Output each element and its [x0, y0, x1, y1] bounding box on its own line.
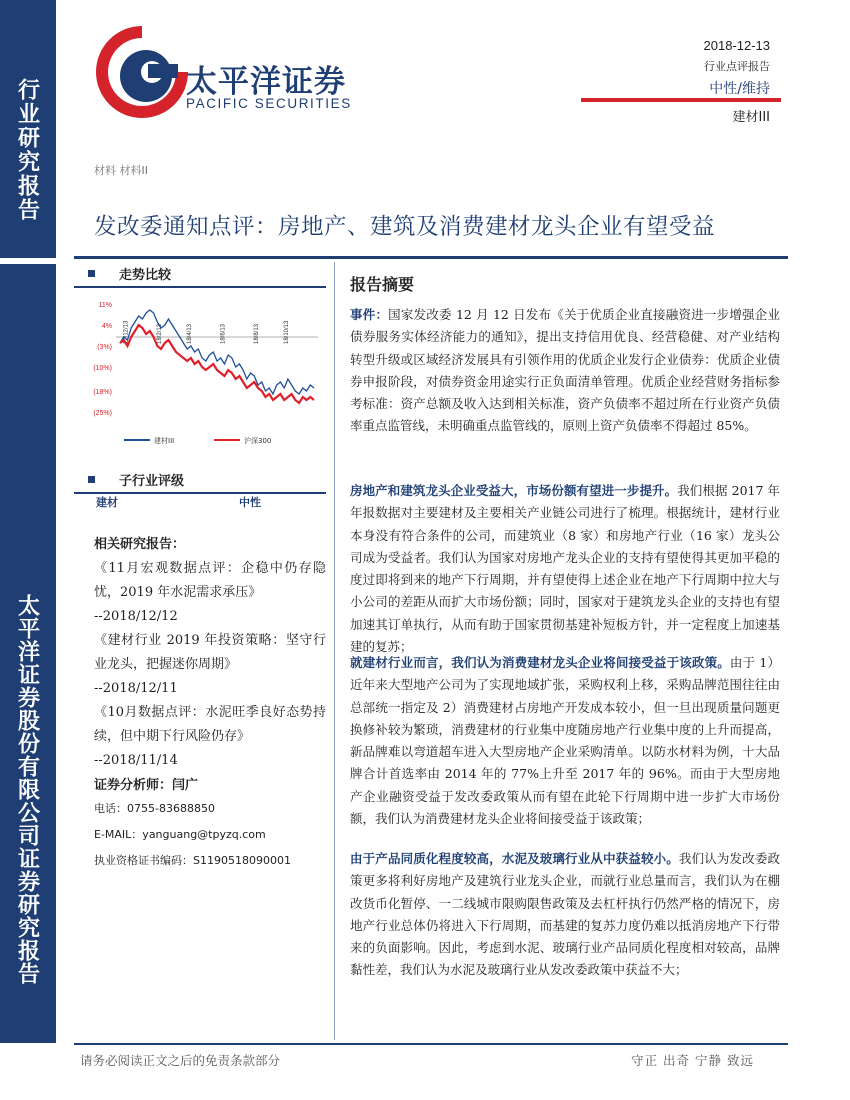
related-report-title[interactable]: 《建材行业 2019 年投资策略：坚守行业龙头，把握迷你周期》 [94, 633, 326, 672]
trend-section-title: 走势比较 [119, 268, 172, 283]
brand-name-cn: 太平洋证券 [186, 64, 346, 100]
company-logo-icon [92, 22, 192, 122]
left-column [74, 264, 326, 288]
related-report-title[interactable]: 《11月宏观数据点评：企稳中仍存隐忧，2019 年水泥需求承压》 [94, 561, 326, 600]
industry-rating-value: 中性 [239, 496, 261, 509]
brand-name-en: PACIFIC SECURITIES [186, 96, 352, 111]
page-title: 发改委通知点评：房地产、建筑及消费建材龙头企业有望受益 [94, 214, 716, 240]
column-divider [334, 262, 335, 1040]
analyst-cert: 执业资格证书编码：S1190518090001 [94, 854, 291, 867]
y-tick-label: (10%) [93, 365, 112, 372]
paragraph-text: 我们认为发改委政策更多将利好房地产及建筑行业龙头企业，而就行业总量而言，我们认为在棚改货币化暂停、一二线城市限购限售政策及去杠杆执行仍然严格的情况下，房地产行业总体仍将进入下行周期，而基建的复苏力度仍难以抵消房地产下行带来的负面影响。因此，考虑到水泥、玻璃行业产品同质化程度相对较高，品牌黏性差，我们认为水泥及玻璃行业从发改委政策中获益不大； [350, 851, 780, 978]
trend-chart-svg [74, 290, 326, 452]
sidebar-top-band [0, 0, 56, 258]
paragraph-real-estate [350, 480, 780, 658]
y-tick-label: 11% [98, 302, 112, 309]
y-tick-label: (3%) [97, 344, 112, 351]
industry-name: 建材 [96, 496, 118, 509]
report-type: 行业点评报告 [704, 60, 770, 73]
x-tick-label: 18/10/13 [283, 320, 290, 344]
analyst-phone: 电话：0755-83688850 [94, 802, 215, 815]
trend-chart [74, 290, 326, 452]
footer-disclaimer: 请务必阅读正文之后的免责条款部分 [80, 1053, 281, 1068]
x-tick-label: 18/4/13 [186, 323, 193, 344]
related-reports-title: 相关研究报告： [94, 537, 186, 552]
legend-label: 沪深300 [244, 437, 272, 445]
paragraph-lead: 事件： [350, 307, 389, 322]
paragraph-cement-glass [350, 848, 780, 982]
abstract-heading: 报告摘要 [350, 275, 415, 294]
related-report-date: --2018/12/11 [94, 681, 178, 696]
paragraph-text: 国家发改委 12 月 12 日发布《关于优质企业直接融资进一步增强企业债券服务实体经济能力的通知》，提出支持信用优良、经营稳健、对产业结构转型升级或区域经济发展具有引领作用的优质企业发行企业债券：优质企业债券申报阶段，对债券资金用途实行正负面清单管理。优质企业经营财务指标参考标准：资产总额及收入达到相关标准，资产负债率不超过所在行业资产负债率重点监管线，未明确重点监管线的，原则上资产负债率不得超过 85%。 [350, 307, 780, 434]
square-bullet-icon [88, 270, 95, 277]
square-bullet-icon [88, 476, 95, 483]
footer-divider [74, 1043, 788, 1045]
sidebar-company-name: 太平洋证券股份有限公司证券研究报告 [14, 594, 41, 985]
analyst-name: 证券分析师：闫广 [94, 778, 199, 793]
trend-section-header [74, 264, 326, 286]
paragraph-lead: 就建材行业而言，我们认为消费建材龙头企业将间接受益于该政策。 [350, 655, 730, 670]
paragraph-text: 由于 1）近年来大型地产公司为了实现地域扩张，采购权利上移，采购品牌范围往往由总部统一指定及 2）消费建材占房地产开发成本较小，但一旦出现质量问题更换修补较为繁琐，消费建材的行业集中度随房地产行业集中度的上升而提高，新品牌难以弯道超车进入大型房地产企业采购清单。以防水材料为例，十大品牌合计首选率由 2014 年的 77%上升至 2017 年的 96%。而由于大型房地产企业融资受益于发改委政策从而有望在此轮下行周期中进一步扩大市场份额，我们认为消费建材龙头企业将间接受益于该政策； [350, 655, 780, 827]
title-divider [74, 256, 788, 259]
sector-label: 建材III [732, 110, 770, 125]
rating-underline [581, 98, 781, 102]
industry-section-header [74, 470, 326, 492]
x-tick-label: 18/8/13 [254, 323, 261, 344]
paragraph-text: 我们根据 2017 年年报数据对主要建材及主要相关产业链公司进行了梳理。根据统计，建材行业本身没有符合条件的公司，而建筑业（8 家）和房地产行业（16 家）龙头公司成为受益者。我们认为国家对房地产龙头企业的支持有望使得其更加平稳的度过即将到来的地产下行周期，并有望使得上述企业在地产下行周期中拉大与小公司的差距从而扩大市场份额；同时，国家对于建筑龙头企业的支持也有望加速其订单执行，从而有助于国家贯彻基建补短板方针，并一定程度上加速基建的复苏； [350, 483, 780, 655]
rating-label: 中性/维持 [709, 81, 770, 97]
legend-label: 建材III [154, 437, 175, 445]
report-date: 2018-12-13 [703, 38, 770, 53]
x-tick-label: 18/6/13 [220, 323, 227, 344]
y-tick-label: 4% [101, 323, 112, 330]
related-report-date: --2018/11/14 [94, 753, 178, 768]
related-report-date: --2018/12/12 [94, 609, 178, 624]
sidebar-report-category: 行业研究报告 [14, 78, 41, 222]
section-divider [74, 286, 326, 288]
footer-motto: 守正 出奇 宁静 致远 [631, 1053, 754, 1068]
x-tick-label: 17/12/13 [123, 320, 130, 344]
industry-rating-section [74, 470, 326, 509]
y-tick-label: (25%) [93, 410, 112, 417]
x-tick-label: 18/2/13 [157, 323, 164, 344]
left-sidebar [0, 0, 56, 1100]
sidebar-bottom-band [0, 258, 56, 1043]
paragraph-lead: 房地产和建筑龙头企业受益大，市场份额有望进一步提升。 [350, 483, 678, 498]
breadcrumb: 材料 材料II [94, 164, 148, 177]
paragraph-event [350, 304, 780, 438]
analyst-email[interactable]: E-MAIL：yanguang@tpyzq.com [94, 828, 266, 841]
paragraph-lead: 由于产品同质化程度较高，水泥及玻璃行业从中获益较小。 [350, 851, 679, 866]
industry-section-title: 子行业评级 [119, 474, 185, 489]
related-report-title[interactable]: 《10月数据点评：水泥旺季良好态势持续，但中期下行风险仍存》 [94, 705, 326, 744]
related-reports [94, 533, 326, 773]
paragraph-building-materials [350, 652, 780, 830]
y-tick-label: (18%) [93, 389, 112, 396]
